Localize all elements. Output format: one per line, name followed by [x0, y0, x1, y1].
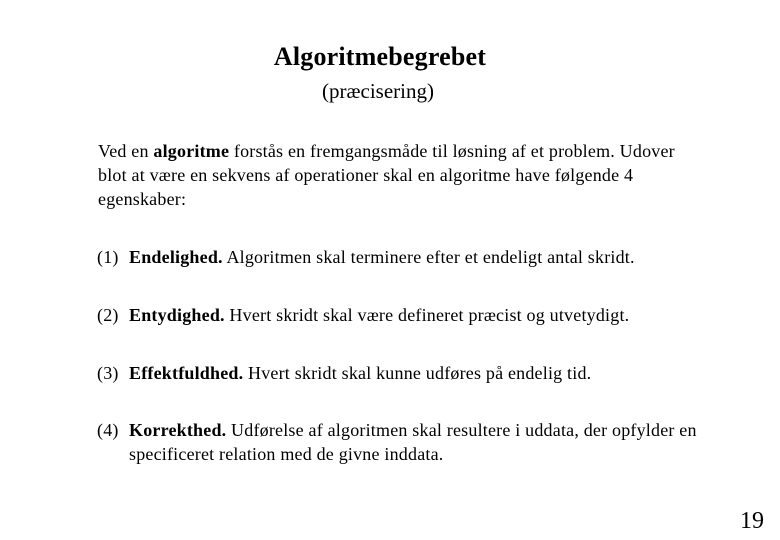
intro-paragraph	[98, 139, 698, 211]
property-item-2	[97, 303, 717, 327]
property-text: Hvert skridt skal være defineret præcist og utvetydigt.	[224, 305, 630, 325]
property-text: Udførelse af algoritmen skal resultere i uddata, der opfylder en specificeret relation med de givne inddata.	[129, 420, 697, 464]
property-name: Endelighed.	[129, 247, 223, 267]
property-item-4	[97, 418, 717, 466]
property-name: Korrekthed.	[129, 420, 227, 440]
property-name: Entydighed.	[129, 305, 225, 325]
intro-text-before: Ved en	[98, 141, 154, 161]
property-number: (3)	[97, 363, 119, 383]
property-item-1	[97, 245, 717, 269]
page-subtitle: (præcisering)	[322, 79, 434, 103]
property-number: (4)	[97, 420, 119, 440]
intro-text-after: forstås en fremgangsmåde til løsning af et problem. Udover blot at være en sekvens af operationer skal en algoritme have følgende 4 egenskaber:	[98, 141, 675, 209]
page-title: Algoritmebegrebet	[273, 42, 487, 71]
property-number: (1)	[97, 247, 119, 267]
page-number: 19	[740, 508, 764, 534]
property-text: Hvert skridt skal kunne udføres på endelig tid.	[243, 363, 592, 383]
property-item-3	[97, 361, 717, 385]
intro-keyword: algoritme	[153, 141, 230, 161]
property-text: Algoritmen skal terminere efter et endeligt antal skridt.	[222, 247, 635, 267]
property-name: Effektfuldhed.	[129, 363, 244, 383]
property-number: (2)	[97, 305, 119, 325]
